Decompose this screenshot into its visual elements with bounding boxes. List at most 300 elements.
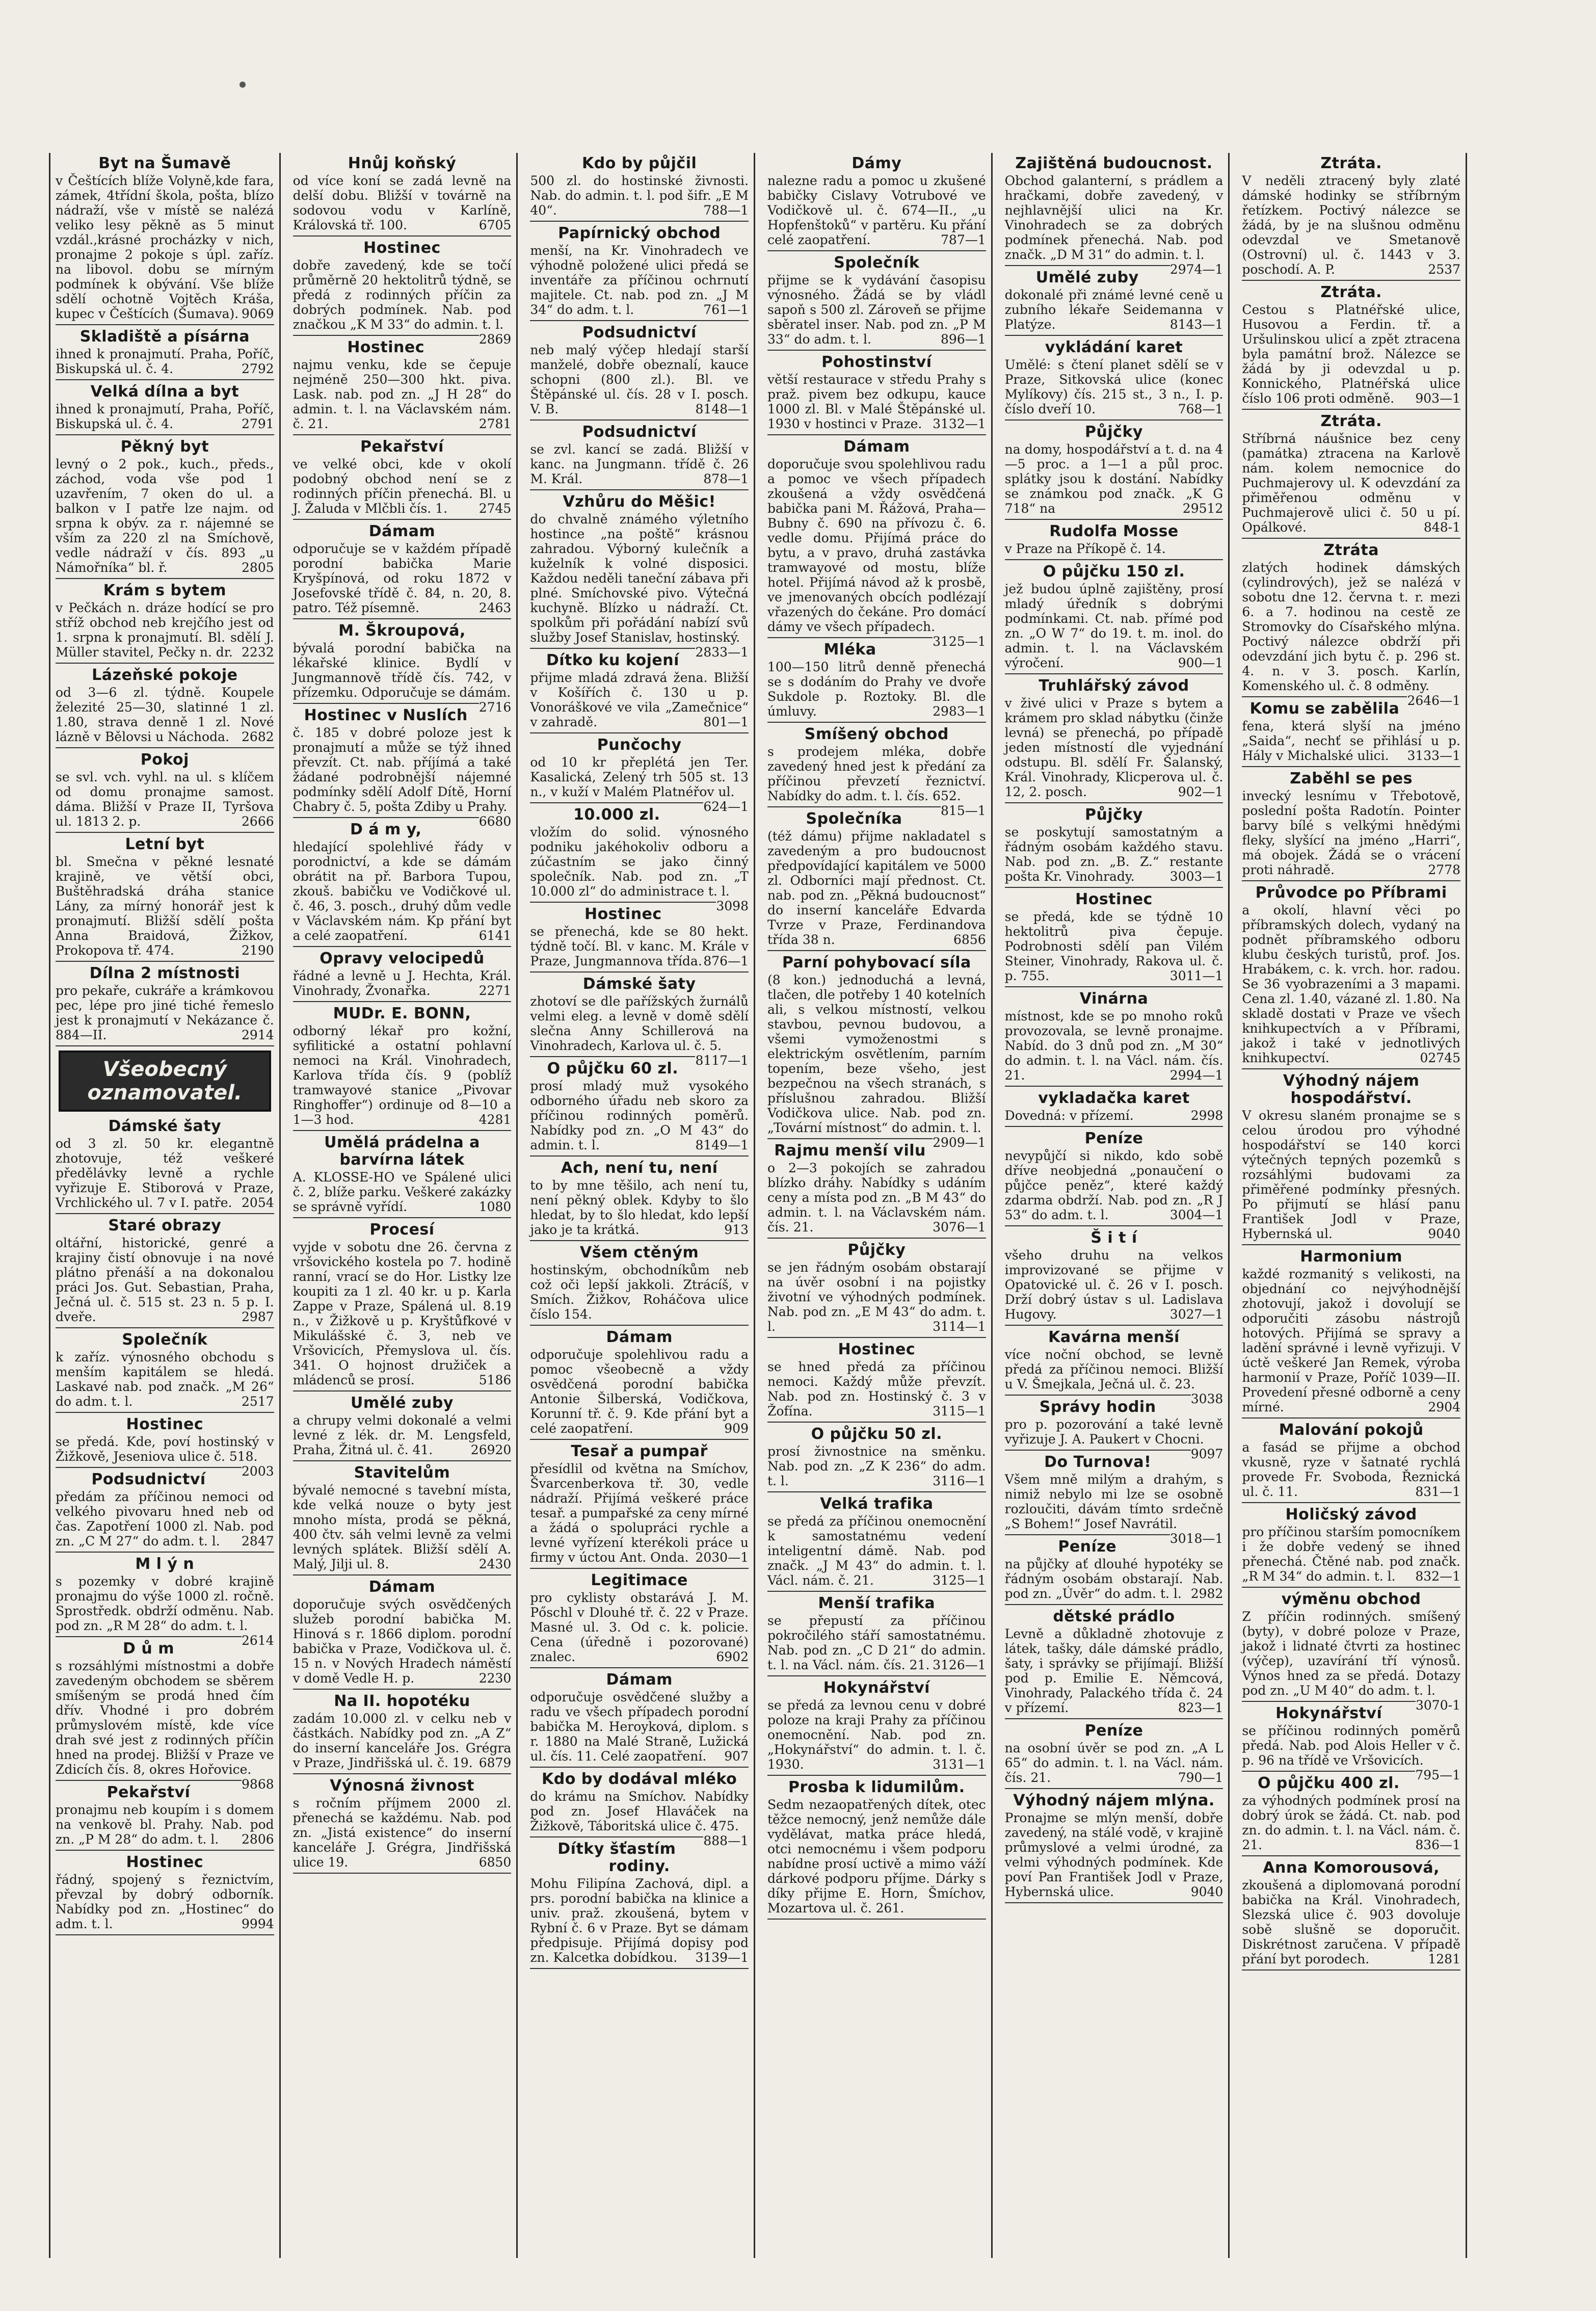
ad-text: do chvalně známého výletního hostince „na poště“ krásnou zahradou. Výborný kulečník a kuželník k volné disposici. Každou neděli taneční zábava při plné. Smíchovské pivo. Výtečná kuchyně. Blízko u nádraží. Ct. spolkům při pořádání nabízí svů služby Josef Stanislav, hostinský.	[530, 512, 749, 645]
ad-title: Dámam	[606, 1328, 673, 1346]
classified-ad	[1242, 413, 1460, 539]
ad-number: 3038	[1190, 1391, 1223, 1406]
ad-text: za výhodných podmínek prosí na dobrý úrok se žádá. Ct. nab. pod zn. do admin. t. l. na Václ. nám. č. 21.	[1242, 1793, 1460, 1852]
ad-text: Stříbrná náušnice bez ceny (památka) ztracena na Karlově nám. kolem nemocnice do Puchmajerovy ul. K odevzdání za přiměřenou odměnu v Puchmajerově ulici č. 50 u pí. Opálkové.	[1242, 431, 1460, 535]
ad-title: Papírnický obchod	[558, 224, 721, 242]
ad-divider	[530, 1056, 695, 1057]
ad-body	[1005, 696, 1223, 799]
ad-divider	[1005, 1534, 1170, 1535]
ad-title: Pekařství	[107, 1783, 191, 1801]
ad-divider	[56, 1213, 274, 1214]
ad-title: Podsudnictví	[582, 423, 697, 441]
ad-title: Parní pohybovací síla	[782, 954, 971, 971]
ad-text: (8 kon.) jednoduchá a levná, tlačen, dle potřeby 1 40 kotelních ali, s velkou místností, velkou stavbou, pevnou budovou, a všemi vymoženostmi s elektrickým osvětlením, parním topením, beze všeho, jest bezpečnou na všech stranách, s příslušnou zahradou. Bližší Vodičkova ulice. Nab. pod zn. „Tovární místnost“ do admin. t. l.	[767, 973, 986, 1135]
ad-title: Všem ctěným	[580, 1244, 699, 1262]
ad-text: každé rozmanitý s velikosti, na objednání co nejvýhodnější zhotovují, jakož i dovolují se odporučiti zásobu nástrojů hotových. Přijímá se spravy a ladění správné i levně vyřizuji. V úctě veškeré Jan Remek, výroba harmonií v Praze, Poříč 1039—II. Provedení přesné odborně a ceny mírné.	[1242, 1267, 1460, 1414]
ad-title: Staré obrazy	[108, 1217, 222, 1235]
ad-divider	[1005, 1126, 1223, 1127]
ad-text: Z příčin rodinných. smíšený (byty), v dobré poloze v Praze, jakož i lidnaté čtvrti za hostinec (výčep), uzavírání tří výnosů. Výnos hned za se předá. Dotazy pod zn. „U M 40“ do adm. t. l.	[1242, 1609, 1460, 1698]
classified-ad	[1242, 155, 1460, 281]
ad-divider	[1242, 280, 1460, 281]
ad-text: 500 zl. do hostinské živnosti. Nab. do admin. t. l. pod šifr. „E M 40“.	[530, 173, 749, 218]
ad-title: Pokoj	[140, 751, 189, 769]
ad-body	[1242, 431, 1460, 535]
ad-text: doporučuje svých osvědčených služeb porodní babička M. Hinová s r. 1866 diplom. porodní babička v Praze, Vodičkova ul. č. 15 n. v Nových Hradech náměstí v domě Vedle H. p.	[292, 1597, 512, 1686]
ad-body	[530, 442, 749, 486]
section-banner: Všeobecný oznamovatel.	[59, 1051, 271, 1112]
ad-number: 624—1	[703, 799, 749, 814]
ad-title: Podsudnictví	[91, 1470, 206, 1488]
ad-title: MUDr. E. BONN,	[333, 1005, 471, 1022]
ad-divider	[1005, 419, 1223, 421]
ad-title: Hostinec	[347, 338, 425, 356]
ad-number: 878—1	[703, 471, 749, 486]
classified-ad	[1005, 806, 1223, 888]
classified-ad	[767, 810, 986, 951]
ad-divider	[767, 722, 986, 723]
ad-title: Tesař a pumpař	[571, 1442, 708, 1460]
classified-ad	[530, 1841, 749, 1969]
classified-ad	[293, 1464, 512, 1575]
classified-ad	[56, 1471, 274, 1553]
ad-body	[530, 1461, 749, 1565]
ad-divider	[1242, 696, 1407, 697]
ad-title: Společník	[834, 254, 920, 272]
ad-text: menší, na Kr. Vinohradech ve výhodně položené ulici předá se inventáře za příčinou ochrnutí majitele. Ct. nab. pod zn. „J M 34“ do adm. t. l.	[530, 243, 749, 317]
ad-title: Na II. hopotéku	[334, 1692, 470, 1710]
ad-divider	[1005, 265, 1170, 266]
classified-ad	[1005, 523, 1223, 560]
ad-number: 3131—1	[933, 1757, 986, 1772]
classified-ad	[530, 225, 749, 321]
column-5	[1000, 153, 1230, 2258]
ad-divider	[1242, 1068, 1460, 1069]
ad-divider	[56, 747, 274, 748]
ad-title: výměnu obchod	[1281, 1590, 1421, 1608]
ad-text: a okolí, hlavní věci po příbramských dolech, vydaný na podnět příbramského odboru klubu českých turistů, prof. Jos. Hrabákem, c. k. vrch. hor. radou. Se 36 vyobrazeními a 3 mapami. Cena zl. 1.40, vázané zl. 1.80. Na skladě dostati v Praze ve všech knihkupectvích a v Příbrami, jakož i také v jednotlivých knihkupectví.	[1242, 903, 1460, 1065]
ad-title: vykládání karet	[1045, 338, 1183, 356]
ad-title: Společník	[122, 1331, 208, 1349]
classified-ad	[1005, 563, 1223, 674]
classified-ad	[767, 725, 986, 818]
ad-number: 2232	[242, 645, 274, 660]
ad-body	[767, 1797, 986, 1915]
classified-ad	[530, 1770, 749, 1848]
ad-divider	[293, 335, 479, 336]
ad-number: 8148—1	[695, 402, 749, 416]
ad-title: Umělé zuby	[351, 1394, 454, 1412]
ad-number: 2909—1	[933, 1135, 986, 1150]
ad-divider	[1005, 673, 1223, 674]
ad-divider	[767, 434, 986, 435]
ad-text: V okresu slaném pronajme se s celou úrodou pro výhodné hospodářství se 140 korci výtečných tepných pozemků s rozsáhlými budovami za přiměřené podmínky přesných. Po přijmutí se hlásí panu František Jodl v Praze, Hybernská ul.	[1242, 1108, 1460, 1241]
ad-body	[767, 1613, 986, 1672]
ad-number: 6879	[478, 1755, 512, 1770]
ad-number: 2030—1	[695, 1550, 749, 1565]
ad-title: Menší trafika	[818, 1594, 936, 1612]
ad-body	[1242, 1525, 1460, 1584]
ad-text: zlatých hodinek dámských (cylindrových), jež se nalézá v sobotu dne 12. června t. r. mezi 6. a 7. hodinou na cestě ze Stromovky do Císařského mlýna. Poctivý nálezce obdrží při odevzdání jich bytu č. p. 296 st. 4. n. v 3. posch. Karlín, Komenského ul. č. 8 odměny.	[1242, 560, 1460, 693]
ad-body	[56, 402, 274, 431]
ad-title: Dítky šťastím rodiny.	[557, 1840, 676, 1875]
ad-text: vyjde v sobotu dne 26. června z vršovického kostela po 7. hodině ranní, vrací se do Hor. Listky lze koupiti za 1 zl. 40 kr. u p. Karla Zappe v Praze, Spálená ul. 8.19 n., v Žižkově u p. Kryštůfkové v Mikulášské č. 3, neb ve Vršovicích, Přemyslova ul. čís. 341. O hojnost družiček a mládenců se prosí.	[292, 1240, 512, 1387]
classifieds-page	[49, 153, 1467, 2258]
ad-text: se přenechá, kde se 80 hekt. týdně točí. Bl. v kanc. M. Krále v Praze, Jungmannova třída.	[530, 924, 749, 968]
ad-divider	[293, 1390, 512, 1391]
ad-divider	[530, 1439, 749, 1440]
ad-number: 2805	[242, 560, 274, 575]
ad-body	[530, 924, 749, 968]
ad-body	[1242, 903, 1460, 1065]
ad-body	[767, 372, 986, 431]
ad-divider	[767, 1491, 986, 1492]
ad-number: 896—1	[941, 332, 986, 347]
classified-ad	[1242, 541, 1460, 708]
ad-body	[530, 670, 749, 729]
ad-body	[56, 1489, 274, 1548]
ad-number: 2430	[478, 1557, 512, 1571]
ad-divider	[1242, 1417, 1460, 1419]
ad-divider	[530, 1836, 703, 1837]
ad-text: oltářní, historické, genré a krajiny čistí obnovuje i na nové plátno přenáší a na dokonalou práci Jos. Gut. Sebastian, Praha, Ječná ul. č. 515 st. 23 n. 5 p. I. dveře.	[56, 1236, 274, 1324]
ad-text: na půjčky ať dlouhé hypotéky se řádným osobám obstarají. Nab. pod zn. „Úvěr“ do adm. t. l.	[1004, 1557, 1223, 1601]
ad-number: 9040	[1428, 1226, 1460, 1241]
classified-ad	[530, 652, 749, 733]
classified-ad	[292, 706, 512, 829]
ad-body	[1242, 560, 1460, 708]
ad-title: M l ý n	[135, 1555, 195, 1573]
classified-ad	[530, 1160, 749, 1241]
ad-body	[530, 243, 749, 317]
ad-number: 848-1	[1423, 520, 1460, 535]
ad-body	[530, 1079, 749, 1152]
ad-title: Hostinec	[126, 1853, 204, 1871]
ad-number: 3076—1	[933, 1220, 986, 1235]
ad-text: pronajmu neb koupím i s domem na venkově bl. Prahy. Nab. pod zn. „P M 28“ do adm. t. l.	[56, 1802, 274, 1847]
ad-body	[1242, 789, 1460, 877]
ad-title: Půjčky	[1085, 423, 1143, 441]
ad-body	[1005, 541, 1223, 556]
ad-number: 3003—1	[1169, 869, 1223, 884]
ad-divider	[1242, 766, 1460, 767]
ad-number: 9097	[1190, 1447, 1223, 1461]
ad-title: M. Škroupová,	[338, 622, 466, 640]
classified-ad	[530, 424, 749, 490]
ad-title: Rajmu menší vilu	[774, 1142, 926, 1160]
ad-divider	[1242, 409, 1460, 410]
ad-divider	[293, 946, 512, 947]
ad-title: Zaběhl se pes	[1290, 770, 1413, 787]
ad-number: 2003	[242, 1464, 274, 1479]
ad-divider	[56, 434, 274, 435]
ad-text: nalezne radu a pomoc u zkušené babičky Cislavy Votrubové ve Vodičkově ul. č. 674—II., „u Hopfenštoků“ v partěru. Ku přání celé zaopatření.	[767, 173, 986, 247]
ad-body	[767, 173, 986, 247]
ad-text: Sedm nezaopatřených dítek, otec těžce nemocný, jenž nemůže dále vydělávat, matka práce hledá, otci nemocnému i všem podporu nabídne prosí uctivě a mimo váží dárkové podporu příjme. Dárky s díky přijme E. Horn, Šmíchov, Mozartova ul. č. 261.	[767, 1797, 986, 1915]
ad-title: Punčochy	[597, 736, 682, 754]
ad-body	[1005, 287, 1223, 332]
classified-ad	[767, 438, 986, 649]
ad-title: vykladačka karet	[1038, 1089, 1190, 1107]
ad-number: 3126—1	[933, 1658, 986, 1672]
ad-text: zkoušená a diplomovaná porodní babička na Král. Vinohradech, Slezská ulice č. 903 dovoluje sobě slušně se doporučit. Diskrétnost zaručena. V případě přání byt porodech.	[1242, 1878, 1460, 1966]
ad-number: 6705	[478, 218, 512, 232]
ad-divider	[293, 618, 512, 619]
ad-title: Výhodný nájem hospodářství.	[1283, 1072, 1420, 1107]
ad-body	[1005, 1557, 1223, 1601]
ad-number: 3070-1	[1416, 1698, 1460, 1713]
ad-divider	[293, 1689, 512, 1690]
ad-number: 6850	[478, 1855, 512, 1870]
ad-body	[1005, 909, 1223, 983]
ad-text: hostinským, obchodníkům neb což oči lepší jakkoli. Ztrácíš, v Smích. Žižkov, Roháčova ulice číslo 154.	[530, 1263, 749, 1322]
ad-body	[1242, 719, 1460, 763]
classified-ad	[1005, 424, 1223, 520]
ad-title: O půjčku 400 zl.	[1257, 1774, 1400, 1792]
ad-text: se předá za příčinou onemocnění k samostatnému vedení inteligentní dámě. Nab. pod značk. „J M 43“ do admin. t. l. Václ. nám. č. 21.	[767, 1514, 986, 1588]
ad-body	[293, 541, 512, 615]
ad-text: pro příčinou starším pomocníkem i že dobře vedený se ihned přenechá. Čtěné nab. pod značk. „R M 34“ do admin. t. l.	[1242, 1525, 1460, 1584]
classified-ad	[293, 1777, 512, 1874]
ad-title: Hostinec	[1075, 890, 1153, 908]
ad-body	[293, 173, 512, 232]
ad-title: Do Turnova!	[1044, 1453, 1152, 1471]
ad-number: 6902	[716, 1649, 749, 1664]
classified-ad	[1242, 700, 1460, 767]
ad-number: 9994	[242, 1916, 274, 1931]
ad-text: pro cyklisty obstarává J. M. Pőschl v Dlouhé tř. č. 22 v Praze. Masné ul. 3. Od c. k. policie. Cena (úředně i pozorované) znalec.	[530, 1590, 749, 1664]
ad-text: Všem mně milým a drahým, s nimiž nebylo mi lze se osobně rozloučiti, dávám tímto srdečně „S Bohem!“ Josef Navrátil.	[1004, 1472, 1223, 1531]
classified-ad	[530, 155, 749, 222]
ad-divider	[530, 489, 749, 490]
ad-body	[1242, 1878, 1460, 1966]
ad-number: 3018—1	[1169, 1531, 1223, 1546]
ad-text: Mohu Filipína Zachová, dipl. a prs. porodní babička na klinice a univ. praž. zkoušená, bytem v Rybní č. 6 v Praze. Byt se dámam předpisuje. Přijímá dopisy pod zn. Kalcetka dobídkou.	[530, 1876, 749, 1965]
ad-text: ihned k pronajmutí, Praha, Poříč, Biskupská ul. č. 4.	[56, 402, 274, 431]
ad-body	[56, 685, 274, 744]
ad-body	[293, 357, 512, 431]
ad-body	[530, 1590, 749, 1664]
ad-title: dětské prádlo	[1053, 1608, 1175, 1625]
ad-title: Vzhůru do Měšic!	[563, 493, 716, 511]
ad-divider	[293, 235, 512, 237]
ad-number: 2792	[242, 361, 274, 376]
ad-number: 3132—1	[933, 416, 986, 431]
ad-divider	[293, 1001, 512, 1002]
ad-divider	[1005, 802, 1223, 803]
ad-divider	[767, 1919, 986, 1920]
ad-number: 903—1	[1415, 391, 1460, 406]
classified-ad	[56, 1331, 274, 1413]
classified-ad	[767, 1595, 986, 1676]
ad-title: Kdo by dodával mléko	[542, 1770, 737, 1788]
classified-ad	[293, 438, 512, 520]
ad-title: Umělé zuby	[1035, 269, 1139, 286]
ad-text: Levně a důkladně zhotovuje z látek, tašky, dále dámské prádlo, šaty, i správky se přijímají. Bližší pod p. Emilie E. Němcová, Vinohrady, Palackého třída č. 24 v přízemí.	[1004, 1626, 1223, 1715]
ad-body	[767, 1161, 986, 1235]
column-6	[1237, 153, 1467, 2258]
ad-divider	[1005, 1902, 1223, 1903]
ad-title: O půjčku 150 zl.	[1043, 563, 1185, 581]
ad-body	[56, 600, 274, 660]
ad-number: 3027—1	[1169, 1307, 1223, 1322]
classified-ad	[293, 1395, 512, 1461]
column-3	[525, 153, 755, 2258]
ad-divider	[1242, 880, 1460, 881]
ad-text: Umělé: s čtení planet sdělí se v Praze, Sitkovská ulice (konec Mylíkovy) čís. 215 st., 3 n., I. p. číslo dveří 10.	[1004, 357, 1223, 416]
ad-title: Opravy velocipedů	[320, 950, 485, 967]
ad-title: Hokynářství	[1275, 1704, 1382, 1722]
ad-number: 2614	[242, 1633, 274, 1648]
ad-number: 876—1	[703, 954, 749, 968]
ad-divider	[1005, 519, 1223, 520]
ad-divider	[293, 434, 512, 435]
classified-ad	[56, 836, 274, 962]
ad-number: 2517	[242, 1394, 274, 1409]
ad-number: 2716	[478, 700, 512, 715]
ad-number: 2745	[478, 501, 512, 516]
ad-title: Hostinec	[126, 1415, 204, 1433]
ad-divider	[530, 802, 703, 803]
ad-divider	[1242, 1244, 1460, 1245]
ad-number: 2230	[478, 1671, 512, 1686]
ad-title: Ztráta	[1323, 541, 1379, 559]
classified-ad	[56, 582, 274, 664]
ad-text: 100—150 litrů denně přenechá se s dodáním do Prahy ve dvoře Sukdole p. Roztoky. Bl. dle úmluvy.	[767, 660, 986, 719]
ad-text: od 3—6 zl. týdně. Koupele železité 25—30, slatinné 1 zl. 1.80, strava denně 1 zl. Nové lázně v Bělovsi u Náchoda.	[56, 685, 274, 744]
classified-ad	[1005, 1130, 1223, 1226]
ad-title: Velká dílna a byt	[90, 383, 240, 401]
ad-text: nevypůjčí si nikdo, kdo sobě dříve neobjedná „ponaučení o půjčce peněz“, které každý zdarma obdrží. Nab. pod zn. „R J 53“ do adm. t. l.	[1004, 1148, 1223, 1222]
ad-body	[1005, 1148, 1223, 1222]
ad-title: Velká trafika	[820, 1495, 934, 1513]
ad-divider	[1005, 986, 1223, 987]
ad-body	[293, 1597, 512, 1686]
ad-divider	[1242, 1701, 1416, 1702]
classified-ad	[1242, 1422, 1460, 1503]
ad-divider	[767, 950, 986, 951]
classified-ad	[293, 155, 512, 237]
classified-ad	[56, 383, 274, 435]
ad-body	[293, 968, 512, 998]
column-4	[762, 153, 993, 2258]
ad-body	[530, 1263, 749, 1322]
ad-divider	[1005, 559, 1223, 560]
ad-body	[56, 173, 274, 321]
classified-ad	[767, 1242, 986, 1338]
classified-ad	[1242, 1859, 1460, 1971]
classified-ad	[1005, 1722, 1223, 1789]
ad-divider	[56, 1467, 242, 1468]
ad-number: 26920	[470, 1442, 512, 1457]
classified-ad	[530, 806, 749, 913]
ad-body	[1004, 1472, 1223, 1546]
ad-title: Pekařství	[360, 438, 444, 456]
classified-ad	[1242, 1506, 1460, 1588]
ad-title: D ů m	[123, 1640, 174, 1658]
ad-number: 2847	[242, 1534, 274, 1548]
ad-number: 6680	[478, 814, 512, 829]
ad-text: prosí živnostnice na směnku. Nab. pod zn. „Z K 236“ do adm. t. l.	[767, 1444, 986, 1488]
ad-number: 2914	[242, 1028, 274, 1042]
ad-title: 10.000 zl.	[573, 806, 660, 824]
classified-ad	[293, 1693, 512, 1774]
ad-number: 29512	[1182, 501, 1223, 516]
ad-title: Truhlářský závod	[1039, 677, 1189, 695]
ad-text: se předá za levnou cenu v dobré poloze na kraji Prahy za příčinou onemocnění. Nab. pod zn. „Hokynářství“ do admin. t. l. č. 1930.	[767, 1698, 986, 1772]
ad-text: od 10 kr přeplétá jen Ter. Kasalická, Zelený trh 505 st. 13 n., v kuží v Malém Platnéřov ul.	[530, 755, 749, 799]
ad-body	[56, 457, 274, 575]
ad-text: na osobní úvěr se pod zn. „A L 65“ do admin. t. l. na Václ. nám. čís. 21.	[1004, 1741, 1223, 1785]
ad-divider	[530, 902, 716, 903]
ad-number: 815—1	[941, 803, 986, 818]
ad-number: 2982	[1190, 1586, 1223, 1601]
ad-text: odporučuje osvědčené služby a radu ve všech případech porodní babička M. Heroyková, diplom. s r. 1880 na Malé Straně, Lužická ul. čís. 11. Celé zaopatření.	[530, 1690, 749, 1764]
ad-body	[767, 1359, 986, 1419]
ad-number: 768—1	[1178, 402, 1223, 416]
ad-title: Hostinec	[363, 239, 441, 257]
classified-ad	[1005, 990, 1223, 1087]
ad-text: zhotoví se dle pařížských žurnálů velmi eleg. a levně v domě sdělí slečna Anny Schillerová na Vinohradech, Karlova ul. č. 5.	[530, 994, 749, 1053]
ad-number: 02745	[1420, 1051, 1460, 1065]
ad-body	[1005, 442, 1223, 516]
classified-ad	[767, 1426, 986, 1492]
ad-title: Vinárna	[1079, 990, 1149, 1008]
classified-ad	[56, 1555, 274, 1648]
ad-text: se příčinou rodinných poměrů předá. Nab. pod Alois Heller v č. p. 96 na třídě ve Vršovicích.	[1242, 1723, 1460, 1768]
ad-number: 2791	[242, 416, 274, 431]
ad-text: dobře zavedený, kde se točí průměrně 20 hektolitrů týdně, se předá z rodinných příčin za dobrých podmínek. Nab. pod značkou „K M 33“ do admin. t. l.	[292, 258, 512, 332]
classified-ad	[1242, 284, 1460, 410]
ad-text: č. 185 v dobré poloze jest k pronajmutí a může se týž ihned převzít. Ct. nab. příjímá a také žádané podrobnější nájemné podmínky sdělí Adolf Dítě, Horní Chabry č. 5, pošta Zdiby u Prahy.	[292, 725, 512, 814]
ad-number: 907	[724, 1749, 749, 1764]
ad-title: Hokynářství	[823, 1679, 930, 1697]
classified-ad	[56, 965, 274, 1046]
ad-divider	[293, 1773, 512, 1774]
ad-body	[1242, 1267, 1460, 1414]
ad-body	[1005, 1108, 1223, 1123]
ad-title: Letní byt	[125, 835, 205, 853]
ad-divider	[767, 1675, 986, 1676]
ad-divider	[1005, 1395, 1191, 1396]
ad-divider	[56, 1552, 274, 1553]
ad-number: 788—1	[703, 203, 749, 218]
ad-body	[767, 973, 986, 1150]
page-dot	[240, 82, 246, 88]
ad-body	[767, 660, 986, 719]
ad-body	[1005, 1626, 1223, 1715]
classified-ad	[56, 1118, 274, 1214]
ad-body	[56, 1872, 274, 1931]
ad-number: 2646—1	[1407, 693, 1460, 708]
ad-title: Peníze	[1058, 1538, 1117, 1556]
ad-title: Holičský závod	[1285, 1506, 1417, 1524]
ad-divider	[1005, 887, 1223, 888]
ad-title: Dílna 2 místnosti	[89, 964, 241, 982]
ad-text: bývalá porodní babička na lékařské klinice. Bydlí v Jungmannově třídě čís. 742, v přízemku. Odporučuje se dámám.	[292, 641, 512, 700]
ad-divider	[56, 1636, 242, 1637]
ad-number: 2974—1	[1169, 262, 1223, 277]
ad-divider	[530, 971, 749, 973]
ad-divider	[530, 221, 749, 222]
ad-text: invecký lesnímu v Třebotově, poslední pošta Radotín. Pointer barvy bílé s velkými hnědými fleky, slyšící na jméno „Harri“, má obojek. Žádá se o vrácení proti náhradě.	[1242, 789, 1460, 877]
classified-ad	[767, 155, 986, 251]
ad-text: ve velké obci, kde v okolí podobný obchod není se z rodinných příčin přenechá. Bl. u J. Žaluda v Mlčbli čís. 1.	[292, 457, 512, 516]
ad-body	[56, 854, 274, 958]
ad-divider	[530, 1325, 749, 1326]
ad-divider	[530, 732, 749, 733]
ad-title: Umělá prádelna a barvírna látek	[324, 1134, 480, 1169]
ad-text: přijme se k vydávání časopisu výnosného. Žádá se by vládl sapoň s 500 zl. Zároveň se přijme sběratel inser. Nab. pod zn. „P M 33“ do adm. t. l.	[767, 273, 986, 347]
